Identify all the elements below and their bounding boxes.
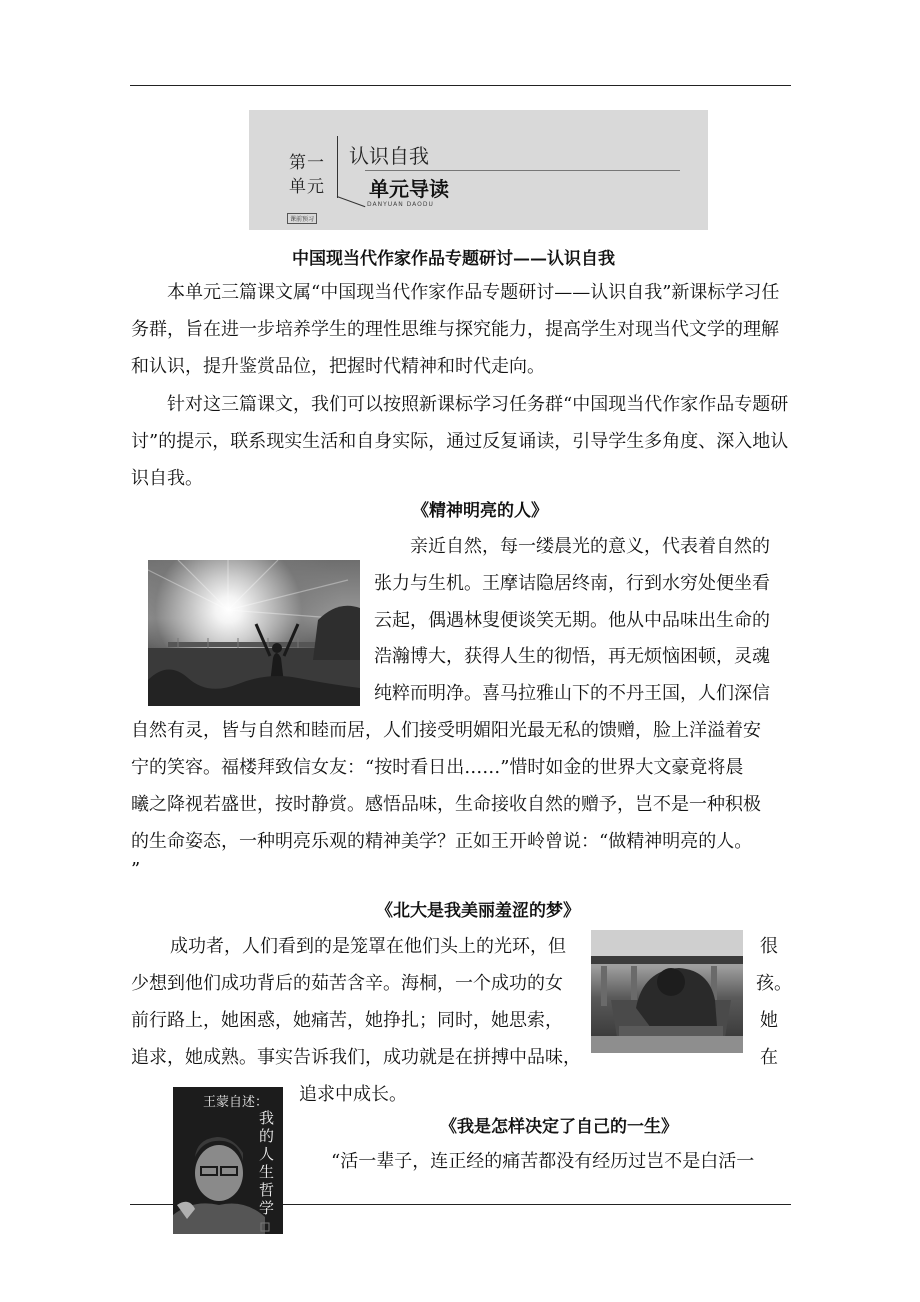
article-2-title: 《北大是我美丽羞涩的梦》	[376, 901, 580, 921]
book-author: 王蒙自述：	[203, 1095, 269, 1110]
article-2-line-end: 在	[760, 1047, 778, 1068]
stone-lion-photo-art	[591, 930, 743, 1053]
article-1-line: 自然有灵，皆与自然和睦而居，人们接受明媚阳光最无私的馈赠，脸上洋溢着安	[131, 720, 761, 741]
unit-guide-pinyin: DANYUAN DAODU	[367, 201, 434, 208]
sunrise-photo	[148, 560, 360, 706]
stone-lion-photo	[591, 930, 743, 1053]
intro-paragraph-2: 针对这三篇课文，我们可以按照新课标学习任务群“中国现当代作家作品专题研讨”的提示，联系现实生活和自身实际，通过反复诵读，引导学生多角度、深入地认识自我。	[131, 394, 789, 489]
article-1-line: 宁的笑容。福楼拜致信女友：“按时看日出……”惜时如金的世界大文豪竟将晨	[131, 757, 744, 778]
article-3-title: 《我是怎样决定了自己的一生》	[440, 1117, 678, 1137]
article-1-line: 浩瀚博大，获得人生的彻悟，再无烦恼困顿，灵魂	[374, 646, 770, 667]
unit-number: 第一	[289, 153, 325, 173]
unit-banner	[249, 110, 708, 230]
banner-slash	[337, 196, 366, 207]
article-1-title: 《精神明亮的人》	[412, 501, 548, 521]
article-1-line: ”	[131, 859, 141, 880]
unit-topic: 认识自我	[349, 144, 429, 168]
article-2-line-end: 很	[760, 936, 778, 957]
top-rule	[130, 85, 791, 86]
article-1-line: 张力与生机。王摩诘隐居终南，行到水穷处便坐看	[374, 573, 770, 594]
article-1-line: 纯粹而明净。喜马拉雅山下的不丹王国，人们深信	[374, 683, 770, 704]
article-2-line: 前行路上，她困惑，她痛苦，她挣扎；同时，她思索，	[131, 1010, 563, 1031]
article-2-last-line: 追求中成长。	[299, 1084, 407, 1105]
article-2-line-end: 她	[760, 1010, 778, 1031]
intro-paragraph-1: 本单元三篇课文属“中国现当代作家作品专题研讨——认识自我”新课标学习任务群，旨在进一步培养学生的理性思维与探究能力，提高学生对现当代文学的理解和认识，提升鉴赏品位，把握时代精神和时代走向。	[131, 282, 780, 377]
section-title: 中国现当代作家作品专题研讨——认识自我	[292, 249, 615, 269]
book-title: 我的人生哲学	[259, 1109, 275, 1217]
article-1-line: 云起，偶遇林叟便谈笑无期。他从中品味出生命的	[374, 610, 770, 631]
article-2-line: 成功者，人们看到的是笼罩在他们头上的光环，但	[170, 936, 566, 957]
banner-underline	[365, 170, 680, 171]
article-2-line: 追求，她成熟。事实告诉我们，成功就是在拼搏中品味，	[131, 1047, 581, 1068]
unit-guide-title: 单元导读	[369, 177, 449, 201]
unit-label: 单元	[289, 177, 325, 197]
article-1-line: 的生命姿态，一种明亮乐观的精神美学？正如王开岭曾说：“做精神明亮的人。	[131, 831, 753, 852]
article-1-line: 亲近自然，每一缕晨光的意义，代表着自然的	[410, 536, 770, 557]
article-2-line-end: 孩。	[756, 973, 792, 994]
banner-divider	[337, 136, 338, 198]
article-2-line: 少想到他们成功背后的茹苦含辛。海桐，一个成功的女	[131, 973, 563, 994]
sunrise-photo-art	[148, 560, 360, 706]
book-cover	[173, 1087, 283, 1234]
banner-tag: 课前预习	[287, 213, 317, 224]
article-1-line: 曦之降视若盛世，按时静赏。感悟品味，生命接收自然的赠予，岂不是一种积极	[131, 794, 761, 815]
article-3-line: “活一辈子，连正经的痛苦都没有经历过岂不是白活一	[331, 1151, 755, 1172]
